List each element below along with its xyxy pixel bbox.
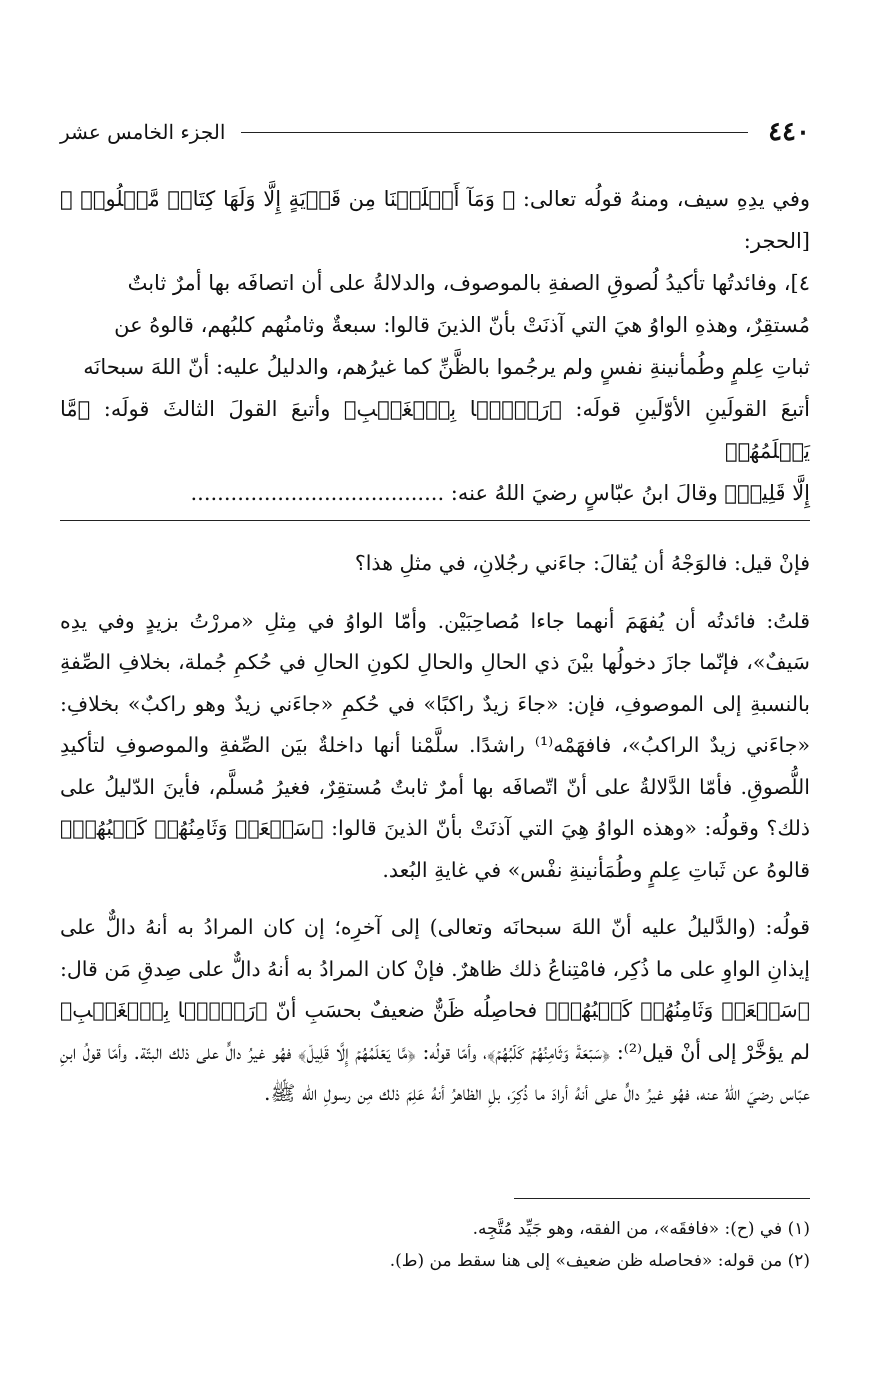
commentary-paragraph: فإنْ قيل: فالوَجْهُ أن يُقالَ: جاءَني رجُلانِ، في مثلِ هذا؟ bbox=[354, 551, 810, 575]
page-body bbox=[60, 112, 810, 1115]
commentary-paragraph: قولُه: (والدَّليلُ عليه أنّ اللهَ سبحانَه وتعالى) إلى آخرِه؛ إن كان المرادُ به أنهُ دالٌّ على إيذانِ الواوِ على ما ذُكِر، فامْتِناعُ ذلك ظاهرٌ. فإنْ كان المرادُ به أنهُ دالٌّ على صِدقِ مَن قال: ﴿سَبۡعَةٞ وَثَامِنُهُمۡ كَلۡبُهُمۡ﴾ فحاصِلُه ظَنٌّ ضعيفٌ بحسَبِ أنّ ﴿رَجۡمَۢا بِٱلۡغَيۡبِ﴾ لم يؤخَّرْ إلى أنْ قيل⁽²⁾: ﴿سَبۡعَةٞ وَثَامِنُهُمۡ كَلۡبُهُمۡ﴾، وأمّا قولُه: ﴿مَّا يَعۡلَمُهُمۡ إِلَّا قَلِيلٞ﴾ فهُو غيرُ دالٍّ على ذلك البتّة. وأمّا قولُ ابنِ عبّاس رضيَ اللهُ عنه، فهُو غيرُ دالٍّ على أنهُ أرادَ ما ذُكِرَ، بلِ الظاهرُ أنهُ عَلِمَ ذلك مِن رسولِ الله ﷺ. bbox=[60, 915, 810, 1105]
quoted-line: أتبعَ القولَينِ الأوّلَينِ قولَه: ﴿رَجۡمَۢا بِٱلۡغَيۡبِ﴾ وأتبعَ القولَ الثالثَ قولَه: ﴿مَّا يَعۡلَمُهُمۡ bbox=[60, 397, 810, 463]
quoted-line: مُستقِرٌ، وهذهِ الواوُ هيَ التي آذنَتْ بأنّ الذينَ قالوا: سبعةٌ وثامنُهم كلبُهم، قالوهُ عن bbox=[114, 313, 810, 337]
footnote-1: (١) في (ح): «فافقَه»، من الفقه، وهو جَيِّد مُتَّجِه. bbox=[472, 1219, 810, 1239]
quoted-line: ثباتِ عِلمٍ وطُمأنينةِ نفسٍ ولم يرجُموا بالظَّنِّ كما غيرُهم، والدليلُ عليه: أنّ اللهَ سبحانَه bbox=[83, 355, 810, 379]
running-header bbox=[60, 112, 810, 152]
footnote-2: (٢) من قوله: «فحاصله ظن ضعيف» إلى هنا سقط من (ط). bbox=[389, 1251, 810, 1271]
page-number: ٤٤٠ bbox=[768, 117, 810, 147]
quoted-line: ٤]، وفائدتُها تأكيدُ لُصوقِ الصفةِ بالموصوف، والدلالةُ على أن اتصافَه بها أمرٌ ثابتٌ bbox=[127, 271, 810, 295]
footnote-rule bbox=[514, 1198, 810, 1199]
part-title: الجزء الخامس عشر bbox=[60, 120, 226, 144]
footnotes bbox=[60, 1213, 810, 1277]
quoted-text-block bbox=[60, 178, 810, 514]
commentary-paragraph: قلتُ: فائدتُه أن يُفهَمَ أنهما جاءا مُصاحِبَيْن. وأمّا الواوُ في مِثلِ «مررْتُ بزيدٍ وفي يدِه سَيفٌ»، فإنّما جازَ دخولُها بيْنَ ذي الحالِ والحالِ لكونِ الحالِ في حُكمِ جُملة، بخلافِ الصِّفةِ بالنسبةِ إلى الموصوفِ، فإن: «جاءَ زيدٌ راكبًا» في حُكمِ «جاءَني زيدٌ وهو راكبٌ» بخلافِ: «جاءَني زيدٌ الراكبُ»، فافهَمْه⁽¹⁾ راشدًا. سلَّمْنا أنها داخلةٌ بيَن الصِّفةِ والموصوفِ لتأكيدِ اللُّصوقِ. فأمّا الدَّلالةُ على أنّ اتّصافَه بها أمرٌ ثابتٌ مُستقِرٌ، فغيرُ مُسلَّم، فأينَ الدّليلُ على ذلك؟ وقولُه: «وهذه الواوُ هِيَ التي آذنَتْ بأنّ الذينَ قالوا: ﴿سَبۡعَةٞ وَثَامِنُهُمۡ كَلۡبُهُمۡ﴾ قالوهُ عن ثَباتِ عِلمٍ وطُمَأنينةِ نفْس» في غايةِ البُعد. bbox=[60, 608, 810, 882]
quoted-line: وفي يدِهِ سيف، ومنهُ قولُه تعالى: ﴿ وَمَآ أَهۡلَكۡنَا مِن قَرۡيَةٍ إِلَّا وَلَهَا كِتَابٞ مَّعۡلُومٞ ﴾ [الحجر: bbox=[60, 187, 810, 253]
header-rule bbox=[241, 132, 748, 133]
quoted-line: إِلَّا قَلِيلٞ﴾ وقالَ ابنُ عبّاسٍ رضيَ اللهُ عنه: ...................................... bbox=[190, 481, 810, 505]
section-separator bbox=[60, 520, 810, 521]
commentary-block bbox=[60, 543, 810, 1115]
